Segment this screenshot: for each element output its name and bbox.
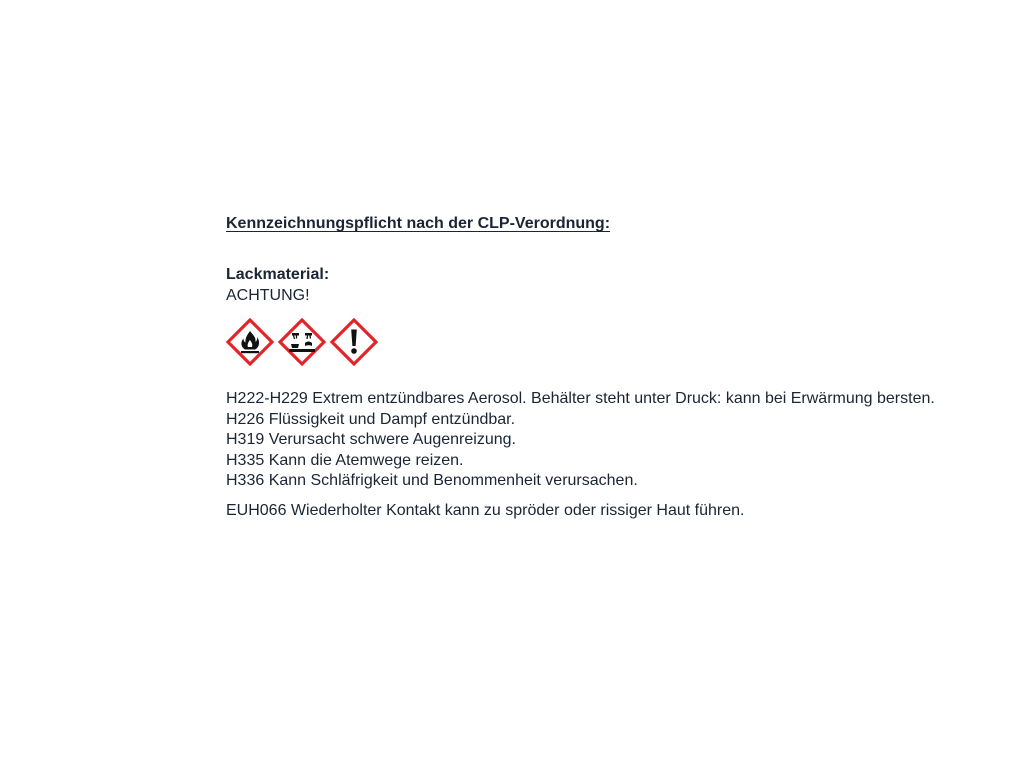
hazard-statement: H222-H229 Extrem entzündbares Aerosol. Behälter steht unter Druck: kann bei Erwärmung bersten.	[226, 390, 935, 407]
clp-labelling-section	[226, 213, 1006, 521]
signal-word: ACHTUNG!	[226, 287, 310, 304]
exclamation-mark-icon	[330, 318, 378, 366]
corrosion-icon	[278, 318, 326, 366]
hazard-statement: H336 Kann Schläfrigkeit und Benommenheit verursachen.	[226, 472, 638, 489]
page-title: Kennzeichnungspflicht nach der CLP-Verordnung:	[226, 215, 611, 232]
hazard-statement: H226 Flüssigkeit und Dampf entzündbar.	[226, 410, 516, 428]
hazard-statement: H319 Verursacht schwere Augenreizung.	[226, 431, 516, 448]
hazard-statements	[226, 389, 1006, 492]
section-title: Lackmaterial:	[226, 266, 330, 283]
flame-icon	[226, 318, 274, 366]
hazard-statement: H335 Kann die Atemwege reizen.	[226, 451, 464, 469]
euh-statement: EUH066 Wiederholter Kontakt kann zu spröder oder rissiger Haut führen.	[226, 501, 745, 519]
ghs-pictograms	[226, 318, 1006, 366]
